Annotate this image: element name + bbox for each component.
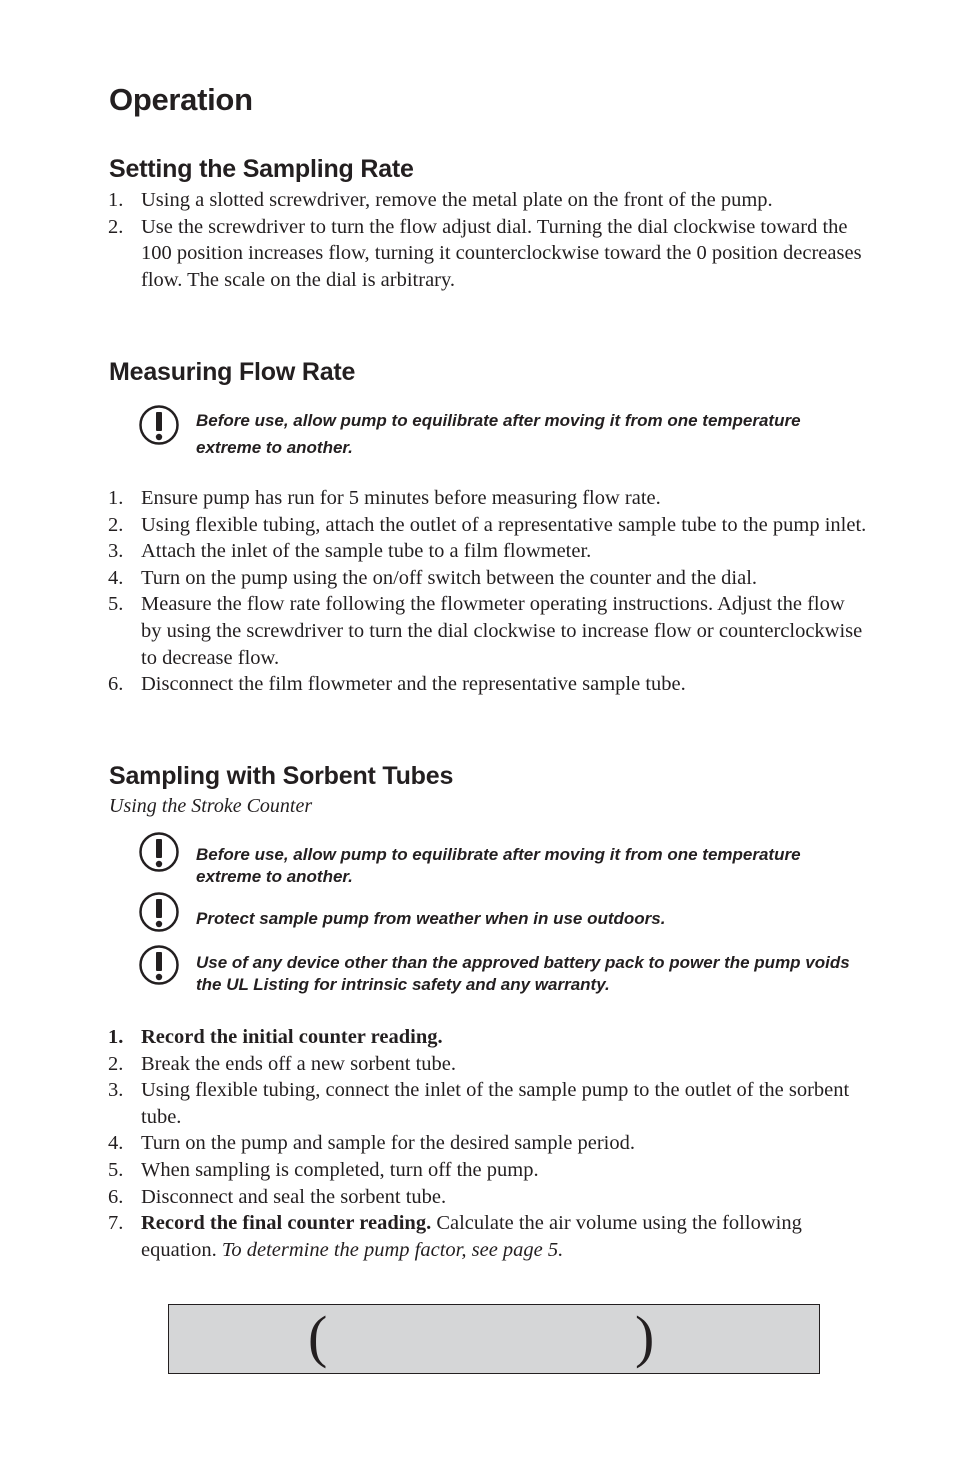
flow-rate-steps xyxy=(108,485,868,698)
step-number: 2. xyxy=(108,1052,124,1075)
step-text-bold: Record the final counter reading. xyxy=(141,1212,432,1235)
caution-note xyxy=(138,831,878,886)
section-title-flow-rate: Measuring Flow Rate xyxy=(109,358,356,386)
step-text: Ensure pump has run for 5 minutes before measuring flow rate. xyxy=(141,487,661,509)
page-title: Operation xyxy=(109,82,253,117)
caution-note xyxy=(138,944,878,996)
list-item xyxy=(108,1184,868,1211)
close-parenthesis: ) xyxy=(635,1304,655,1369)
list-item xyxy=(108,1157,868,1184)
step-text: Using a slotted screwdriver, remove the metal plate on the front of the pump. xyxy=(141,189,773,211)
step-number: 1. xyxy=(108,487,124,509)
step-text: Measure the flow rate following the flowmeter operating instructions. Adjust the flow by using the screwdriver to turn the dial clockwise to increase flow or counterclockwise to decrease flow. xyxy=(141,593,863,669)
caution-text: Protect sample pump from weather when in use outdoors. xyxy=(196,909,666,928)
step-text: Calculate the air volume using the following equation. xyxy=(141,1212,802,1261)
list-item xyxy=(108,187,868,214)
step-number: 3. xyxy=(108,1079,124,1102)
list-item xyxy=(108,485,868,512)
caution-text: Before use, allow pump to equilibrate after moving it from one temperature extreme to another. xyxy=(196,411,801,457)
step-text: Using flexible tubing, attach the outlet of a representative sample tube to the pump inlet. xyxy=(141,513,867,536)
list-item xyxy=(108,591,868,671)
sorbent-steps xyxy=(108,1024,868,1263)
step-number: 4. xyxy=(108,1132,124,1155)
section-title-sorbent-tubes: Sampling with Sorbent Tubes xyxy=(109,762,454,790)
list-item xyxy=(108,1024,868,1051)
list-item xyxy=(108,512,868,539)
step-text: When sampling is completed, turn off the pump. xyxy=(141,1158,539,1181)
exclamation-circle-icon xyxy=(138,891,180,933)
step-text: Break the ends off a new sorbent tube. xyxy=(141,1052,456,1075)
step-number: 2. xyxy=(108,215,124,238)
list-item xyxy=(108,1077,868,1130)
step-text: Disconnect the film flowmeter and the representative sample tube. xyxy=(141,673,686,696)
step-text: Record the initial counter reading. xyxy=(141,1026,443,1048)
step-text: Use the screwdriver to turn the flow adjust dial. Turning the dial clockwise toward the 100 position increases flow, turning it counterclockwise toward the 0 position decreases flow. The scale on the dial is arbitrary. xyxy=(141,215,862,291)
list-item xyxy=(108,538,868,565)
exclamation-circle-icon xyxy=(138,944,180,986)
step-number: 6. xyxy=(108,1185,124,1208)
sampling-rate-steps xyxy=(108,187,868,293)
section-title-sampling-rate: Setting the Sampling Rate xyxy=(109,155,414,183)
section-subtitle: Using the Stroke Counter xyxy=(109,795,313,817)
step-number: 6. xyxy=(108,673,124,696)
step-number: 3. xyxy=(108,540,124,563)
step-text: Turn on the pump and sample for the desired sample period. xyxy=(141,1132,635,1155)
step-number: 5. xyxy=(108,593,124,616)
step-text: Disconnect and seal the sorbent tube. xyxy=(141,1185,447,1208)
list-item xyxy=(108,1051,868,1078)
step-text-italic: To determine the pump factor, see page 5. xyxy=(221,1238,564,1261)
exclamation-circle-icon xyxy=(138,831,180,873)
caution-text: Before use, allow pump to equilibrate after moving it from one temperature extreme to another. xyxy=(196,845,801,886)
open-parenthesis: ( xyxy=(308,1304,328,1369)
step-text: Using flexible tubing, connect the inlet of the sample pump to the outlet of the sorbent tube. xyxy=(141,1079,850,1128)
step-number: 7. xyxy=(108,1212,124,1235)
step-text: Turn on the pump using the on/off switch between the counter and the dial. xyxy=(141,566,758,589)
list-item xyxy=(108,671,868,698)
exclamation-circle-icon xyxy=(138,404,180,446)
caution-note xyxy=(138,891,878,935)
step-number: 1. xyxy=(108,189,124,211)
step-number: 4. xyxy=(108,566,124,589)
list-item xyxy=(108,565,868,592)
step-number: 1. xyxy=(108,1026,124,1048)
air-volume-equation-box xyxy=(168,1304,820,1374)
list-item xyxy=(108,1130,868,1157)
step-number: 5. xyxy=(108,1158,124,1181)
caution-text: Use of any device other than the approved battery pack to power the pump voids the UL Listing for intrinsic safety and any warranty. xyxy=(196,953,850,994)
step-text: Attach the inlet of the sample tube to a film flowmeter. xyxy=(141,540,592,563)
list-item xyxy=(108,214,868,294)
list-item xyxy=(108,1210,868,1263)
step-number: 2. xyxy=(108,513,124,536)
caution-note xyxy=(138,404,878,460)
